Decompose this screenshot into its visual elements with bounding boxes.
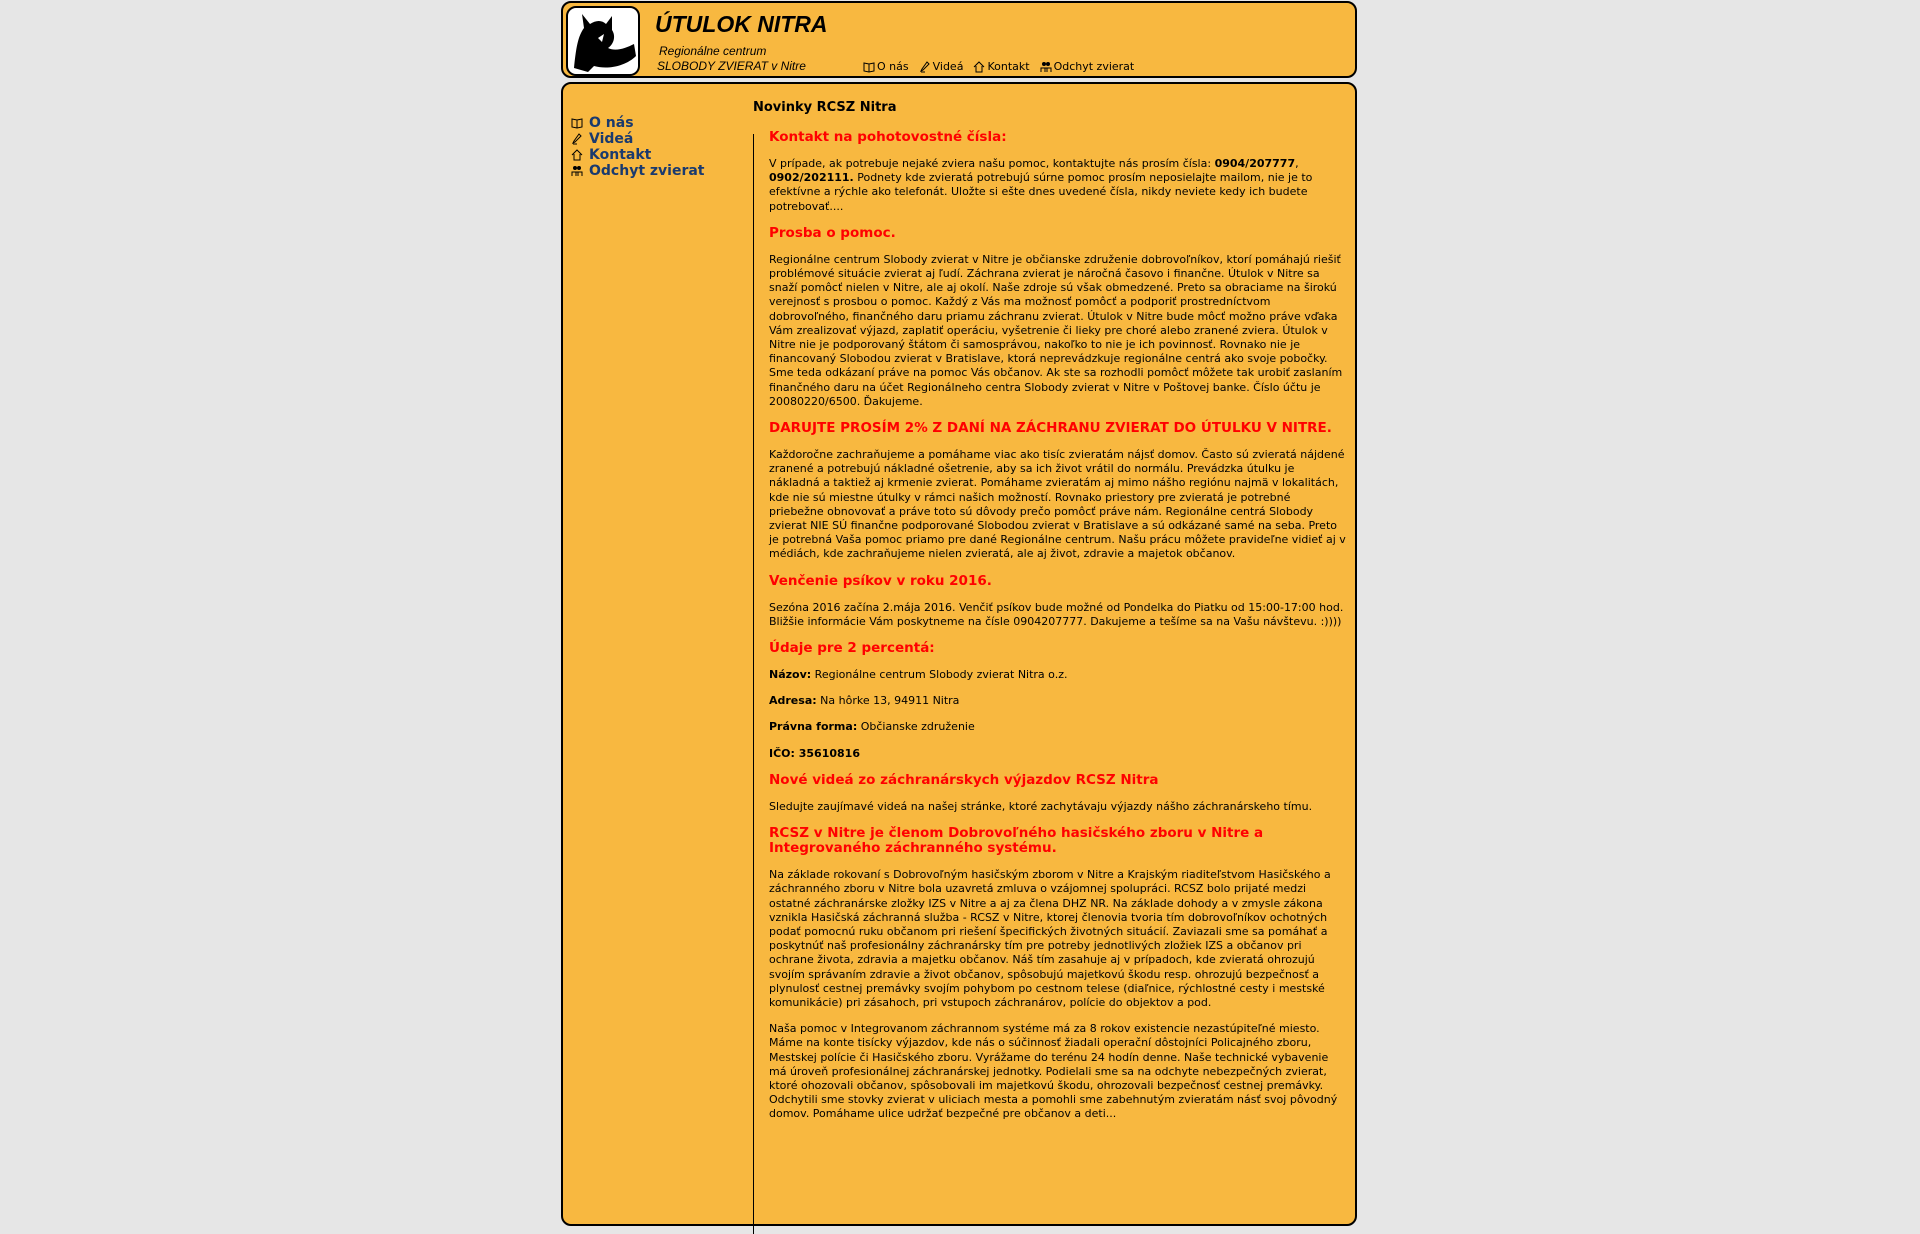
section-title-videa: Nové videá zo záchranárskych výjazdov RCSZ Nitra bbox=[769, 771, 1159, 788]
udaje-nazov bbox=[769, 668, 1347, 682]
main-panel bbox=[561, 82, 1357, 1226]
site-title: ÚTULOK NITRA bbox=[655, 11, 828, 37]
content-divider bbox=[753, 134, 754, 1234]
side-nav-o-nas[interactable] bbox=[571, 115, 705, 131]
section-title-vencenie: Venčenie psíkov v roku 2016. bbox=[769, 572, 992, 589]
text-span: , bbox=[1295, 157, 1299, 170]
news-content bbox=[769, 130, 1347, 1134]
site-subtitle bbox=[657, 44, 806, 74]
book-icon bbox=[571, 117, 583, 129]
kv-label: Právna forma: bbox=[769, 720, 858, 734]
section-title-udaje: Údaje pre 2 percentá: bbox=[769, 640, 935, 657]
site-subtitle-line1: Regionálne centrum bbox=[659, 44, 767, 58]
side-nav bbox=[571, 115, 705, 179]
pen-icon bbox=[919, 61, 931, 73]
book-icon bbox=[863, 61, 875, 73]
people-icon bbox=[1040, 61, 1052, 73]
text-span: Podnety kde zvieratá potrebujú súrne pomoc prosím neposielajte mailom, nie je to efektívne a rýchle ako telefonát. Uložte si ešte dnes uvedené čísla, nikdy neviete kedy ich budete potrebovať.... bbox=[769, 171, 1313, 213]
side-nav-odchyt-zvierat[interactable] bbox=[571, 163, 705, 179]
udaje-ico bbox=[769, 747, 1347, 761]
section-text-videa: Sledujte zaujímavé videá na našej stránke, ktoré zachytávaju výjazdy nášho záchranárskeho tímu. bbox=[769, 799, 1313, 813]
page-title: Novinky RCSZ Nitra bbox=[753, 100, 897, 115]
udaje-pravna-forma bbox=[769, 720, 1347, 734]
section-title-prosba: Prosba o pomoc. bbox=[769, 224, 896, 241]
kv-label: Adresa: bbox=[769, 694, 817, 708]
section-text-kontakt bbox=[769, 157, 1347, 214]
section-text-izs-1: Na základe rokovaní s Dobrovoľným hasičským zborom v Nitre a Krajským riaditeľstvom Hasičského a záchranného zboru v Nitre bola uzavretá zmluva o vzájomnej spolupráci. RCSZ bolo prijaté medzi ostatné záchranárske zložky IZS v Nitre a aj za člena DHZ NR. Na základe dohody a v zmysle zákona vznikla Hasičská záchranná služba - RCSZ v Nitre, ktorej členovia tvoria tím dobrovoľníkov ochotných podať pomocnú ruku občanom pri riešení špecifických životných situácií. Zaviazali sme sa pomáhať a poskytnúť naš profesionálny záchranársky tím pre potreby jednotlivých zložiek IZS a občanov pri ochrane života, zdravia a majetku občanov. Náš tím zasahuje aj v prípadoch, kde zvieratá ohrozujú svojím správaním zdravie a život občanov, spôsobujú majetkovú škodu resp. ohrozujú bezpečnosť a plynulosť cestnej premávky svojím pohybom po cestnom telese (diaľnice, rýchlostné cesty i mestské komunikácie) pri zásahoch, pri vstupoch záchranárov, polície do objektov a pod. bbox=[769, 868, 1331, 1009]
side-nav-label: O nás bbox=[589, 115, 634, 131]
top-nav-videa[interactable] bbox=[919, 60, 964, 73]
section-text-izs-2: Naša pomoc v Integrovanom záchrannom systéme má za 8 rokov existencie nezastúpiteľné miesto. Máme na konte tisícky výjazdov, kde nás o súčinnosť žiadali operační dôstojníci Policajného zboru, Mestskej polície či Hasičského zboru. Vyrážame do terénu 24 hodín denne. Naše technické vybavenie má úroveň profesionálnej záchranárskej jednotky. Podielali sme sa na odchyte nebezpečných zvierat, ktoré ohozovali občanov, spôsobovali im majetkovú škodu, ohrozovali bezpečnosť cestnej premávky. Odchytili sme stovky zvierat v uliciach mesta a pomohli sme zabehnutým zvieratám násť svoj pôvodný domov. Pomáhame ulice udržať bezpečné pre občanov a deti... bbox=[769, 1022, 1338, 1121]
side-nav-label: Odchyt zvierat bbox=[589, 163, 705, 179]
top-nav-label: Kontakt bbox=[987, 60, 1030, 73]
udaje-adresa bbox=[769, 694, 1347, 708]
people-icon bbox=[571, 165, 583, 177]
home-icon bbox=[571, 149, 583, 161]
site-header bbox=[561, 1, 1357, 78]
top-nav bbox=[863, 60, 1134, 73]
side-nav-kontakt[interactable] bbox=[571, 147, 705, 163]
section-text-2-percenta: Každoročne zachraňujeme a pomáhame viac ako tisíc zvieratám nájsť domov. Často sú zvieratá nájdené zranené a potrebujú nákladné ošetrenie, aby sa ich život vrátil do normálu. Prevádzka útulku je nákladná a taktiež aj krmenie zvierat. Pomáhame zvieratám aj mimo nášho regiónu najmä v lokalitách, kde nie sú miestne útulky v rámci našich možností. Rovnako priestory pre zvieratá je potrebné priebežne obnovovať a práve toto sú dôvody prečo pomôcť práve nám. Regionálne centrá Slobody zvierat NIE SÚ finančne podporované Slobodou zvierat v Bratislave a sú odkázané samé na seba. Preto je potrebná Vaša pomoc priamo pre dané Regionálne centrum. Našu prácu môžete pravideľne vidieť aj v médiách, kde zachraňujeme nielen zvieratá, ale aj život, zdravie a majetok občanov. bbox=[769, 448, 1346, 561]
kv-value: Na hôrke 13, 94911 Nitra bbox=[816, 694, 960, 708]
side-nav-label: Videá bbox=[589, 131, 634, 147]
section-title-2-percenta: DARUJTE PROSÍM 2% Z DANÍ NA ZÁCHRANU ZVIERAT DO ÚTULKU V NITRE. bbox=[769, 420, 1332, 437]
section-title-izs: RCSZ v Nitre je členom Dobrovoľného hasičského zboru v Nitre a Integrovaného záchranného systému. bbox=[769, 825, 1264, 857]
section-title-kontakt: Kontakt na pohotovostné čísla: bbox=[769, 129, 1007, 145]
top-nav-o-nas[interactable] bbox=[863, 60, 909, 73]
top-nav-label: Videá bbox=[932, 60, 964, 73]
home-icon bbox=[973, 61, 985, 73]
kv-label: IČO: 35610816 bbox=[769, 746, 860, 760]
section-text-vencenie: Sezóna 2016 začína 2.mája 2016. Venčiť psíkov bude možné od Pondelka do Piatku od 15:00-17:00 hod. Bližšie informácie Vám poskytneme na čísle 0904207777. Dakujeme a tešíme sa na Vašu návštevu. :)))) bbox=[769, 600, 1344, 628]
section-text-prosba: Regionálne centrum Slobody zvierat v Nitre je občianske združenie dobrovoľníkov, ktorí pomáhajú riešiť problémové situácie zvierat aj ľudí. Záchrana zvierat je náročná časovo i finančne. Útulok v Nitre sa snaží pomôcť nielen v Nitre, ale aj okolí. Naše zdroje sú však obmedzené. Preto sa obraciame na širokú verejnosť s prosbou o pomoc. Každý z Vás ma možnosť pomôcť a podporiť prostredníctvom dobrovoľného, finančného daru priamu záchranu zvierat. Útulok v Nitre bude môcť možno práve vďaka Vám zrealizovať výjazd, zaplatiť operáciu, vyšetrenie či lieky pre choré alebo zranené zviera. Útulok v Nitre nie je podporovaný štátom či samosprávou, nakoľko to nie je ich povinnosť. Rovnako nie je financovaný Slobodou zvierat v Bratislave, ktorá neprevádzkuje regionálne centrá ako svoje pobočky. Sme teda odkázaní práve na pomoc Vás občanov. Ak ste sa rozhodli pomôcť môžete tak urobiť zaslaním finančného daru na účet Regionálneho centra Slobody zvierat v Nitre v Poštovej banke. Číslo účtu je 20080220/6500. Ďakujeme. bbox=[769, 252, 1343, 408]
side-nav-label: Kontakt bbox=[589, 147, 652, 163]
top-nav-label: Odchyt zvierat bbox=[1053, 60, 1135, 73]
kv-label: Názov: bbox=[769, 668, 812, 682]
top-nav-odchyt-zvierat[interactable] bbox=[1040, 60, 1135, 73]
dog-cat-silhouette-icon[interactable] bbox=[566, 6, 640, 76]
side-nav-videa[interactable] bbox=[571, 131, 705, 147]
top-nav-kontakt[interactable] bbox=[973, 60, 1029, 73]
text-span: V prípade, ak potrebuje nejaké zviera našu pomoc, kontaktujte nás prosím čísla: bbox=[769, 157, 1215, 170]
pen-icon bbox=[571, 133, 583, 145]
kv-value: Regionálne centrum Slobody zvierat Nitra o.z. bbox=[811, 668, 1068, 682]
kv-value: Občianske združenie bbox=[857, 720, 975, 734]
site-subtitle-line2: SLOBODY ZVIERAT v Nitre bbox=[657, 59, 806, 73]
phone-number-1: 0904/207777 bbox=[1214, 157, 1296, 170]
top-nav-label: O nás bbox=[877, 60, 909, 73]
phone-number-2: 0902/202111. bbox=[769, 171, 854, 185]
